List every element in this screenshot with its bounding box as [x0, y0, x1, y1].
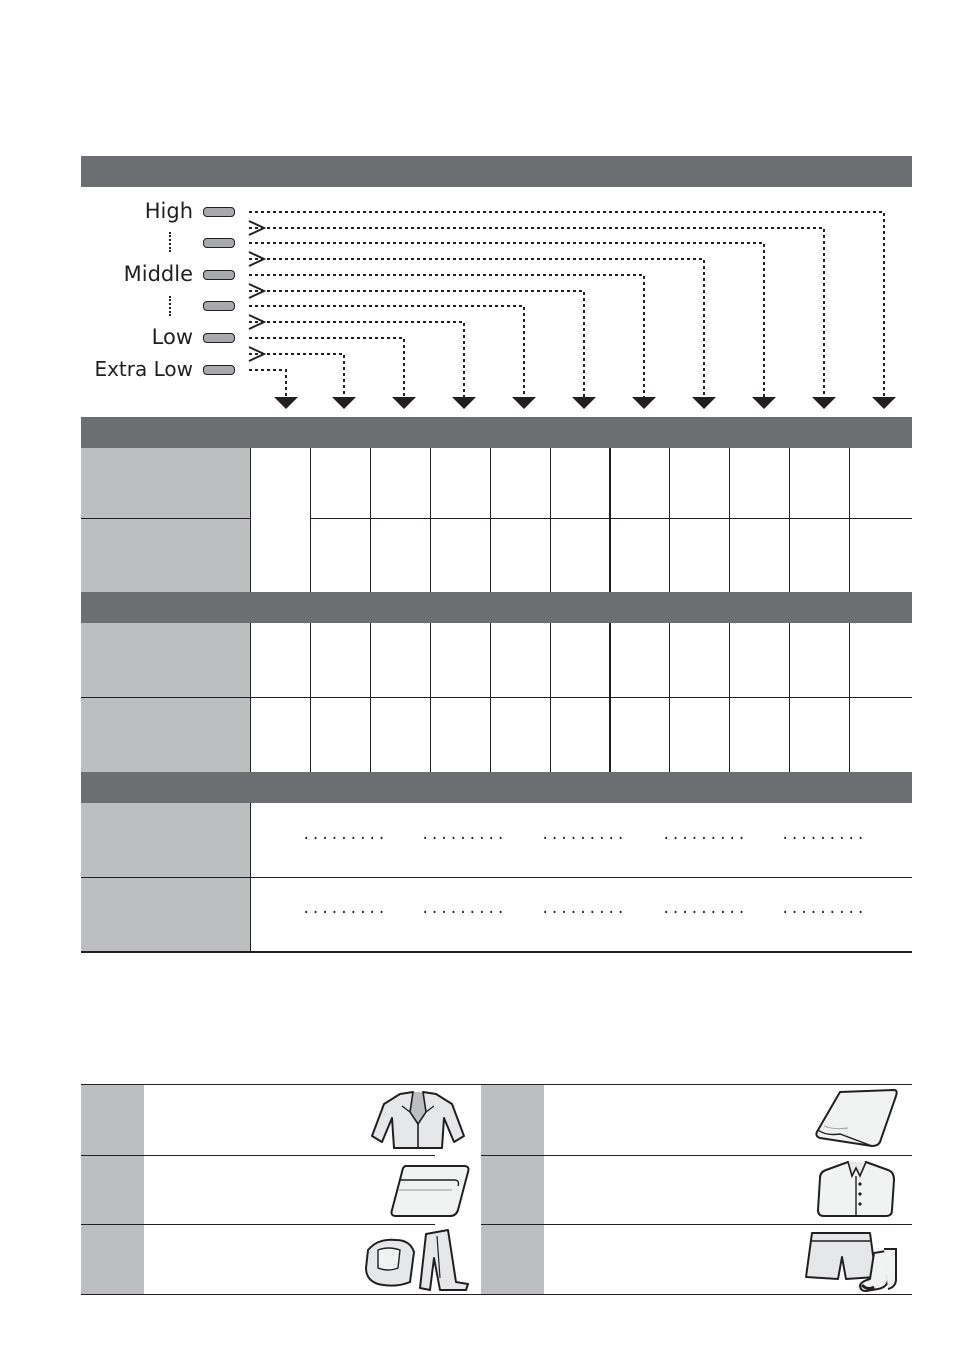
item-tab-right-1 [481, 1085, 544, 1155]
shorts-and-socks-icon [802, 1229, 902, 1293]
column-divider [550, 448, 551, 592]
column-divider [729, 448, 730, 592]
dotted-leader: ········· [781, 831, 866, 847]
header-band-section-3 [81, 772, 912, 803]
item-tab-right-3 [481, 1225, 544, 1295]
column-divider [370, 623, 371, 772]
column-divider [729, 623, 730, 772]
column-divider [310, 448, 311, 592]
row-divider-1 [81, 518, 250, 519]
row-label-cell-3b [81, 878, 250, 951]
row-label-cell-2a [81, 623, 250, 697]
item-table-top-border [81, 1084, 912, 1085]
dotted-leader: ········· [662, 831, 747, 847]
item-tab-right-2 [481, 1156, 544, 1224]
row-divider-1-grid [310, 518, 912, 519]
item-tab-left-3 [81, 1225, 144, 1295]
row-label-cell-1b [81, 519, 250, 592]
jacket-icon [368, 1090, 468, 1150]
column-divider [849, 623, 850, 772]
column-divider [430, 623, 431, 772]
header-band-section-1 [81, 417, 912, 448]
item-tab-left-2 [81, 1156, 144, 1224]
column-divider [669, 448, 670, 592]
column-divider [669, 623, 670, 772]
column-divider [370, 448, 371, 592]
item-row-divider [81, 1224, 435, 1225]
column-divider [789, 623, 790, 772]
dotted-leader: ········· [541, 905, 626, 921]
item-tab-left-1 [81, 1085, 144, 1155]
dotted-leader: ········· [781, 905, 866, 921]
column-divider [490, 623, 491, 772]
level-label-extra-low: Extra Low [94, 357, 193, 381]
column-divider [250, 623, 251, 772]
column-divider [609, 623, 611, 772]
level-label-low: Low [151, 325, 193, 349]
column-divider [609, 448, 611, 592]
row-label-cell-3a [81, 803, 250, 877]
row-divider-3 [81, 877, 912, 878]
column-divider [550, 623, 551, 772]
column-divider [789, 448, 790, 592]
dotted-leader: ········· [541, 831, 626, 847]
towel-icon [810, 1088, 904, 1150]
dryness-connector-diagram [0, 0, 968, 420]
level-label-middle: Middle [123, 262, 193, 286]
item-table-bottom-border [81, 1294, 912, 1295]
column-divider [490, 448, 491, 592]
folded-clothes-and-trousers-icon [360, 1228, 472, 1292]
column-divider [849, 448, 850, 592]
row-divider-2 [81, 697, 912, 698]
dotted-leader: ········· [421, 831, 506, 847]
item-row-divider [481, 1155, 912, 1156]
folded-towel-icon [384, 1160, 474, 1220]
column-divider [250, 448, 251, 592]
shirt-icon [808, 1158, 902, 1220]
dotted-leader: ········· [302, 831, 387, 847]
column-divider [250, 803, 251, 951]
item-row-divider [81, 1155, 435, 1156]
item-row-divider [481, 1224, 912, 1225]
column-divider [430, 448, 431, 592]
dotted-leader: ········· [662, 905, 747, 921]
dotted-leader: ········· [421, 905, 506, 921]
row-label-cell-1a [81, 448, 250, 518]
header-band-section-2 [81, 592, 912, 623]
level-label-high: High [144, 199, 193, 223]
row-label-cell-2b [81, 698, 250, 772]
column-divider [310, 623, 311, 772]
table-bottom-border [81, 951, 912, 953]
dotted-leader: ········· [302, 905, 387, 921]
